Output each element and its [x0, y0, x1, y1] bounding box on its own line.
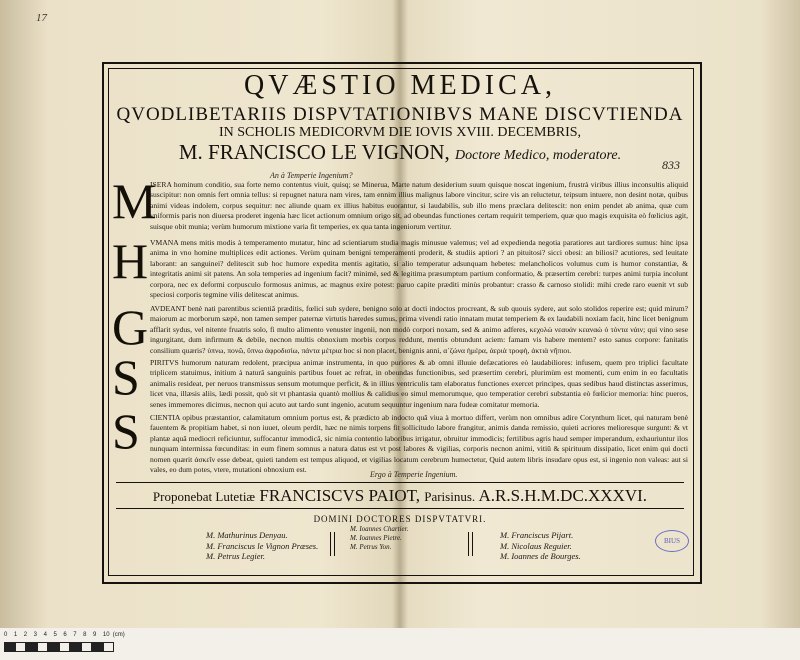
- column-separator: [330, 532, 335, 556]
- paragraph-misera: ISERA hominum conditio, sua forte nemo contentus viuit, quisq; se Minerua, Marte natum desiderium suum quisque noscat ingenium, frustrà viribus illius inconsultis aliquid suscipitur: non omnis fert omnia tellus: si repugnet natura nam vires, tam ennim illius malignus labore vincitur, scire vis an reluctetur, teipsum intuere, non desint notæ, quibus animi videas indolem, corpus sequitur: nec aliunde quam ex illius habitus euorantur, si laudabilis, sub illo mens præclara delitescit: non enim pendet ab anima, quæ cum vniformis paris non diuersa proderet ingenia hæc licet actionum omnium origo sit, ad obeundas functiones certam requirit temperiem, quæ quo magis exquisita eò fœlicius agit, suisque obit munia; verùm humorum mixtione varia fit temperies, ex qua tanta ingeniorum vertitur.: [150, 180, 688, 231]
- document-title: QVÆSTIO MEDICA,: [244, 70, 556, 101]
- scale-bar: [4, 642, 114, 652]
- doctor-name: M. Petrus Legier.: [206, 551, 266, 561]
- doctor-name: M. Franciscus Pijart.: [500, 530, 574, 540]
- column-separator: [468, 532, 473, 556]
- paragraph-humana: VMANA mens mitis modis à temperamento mutatur, hinc ad scientiarum studia magis minusue valemus; vel ad expedienda negotia paratiores aut tardiores sumus: hinc ipsa anima in vno homine multiplices edit actiones. Verùm quinam benigni temperamenti proderit, & studiis aptiori ? an pituitosi? sicci obesi: an biliosi? acutiores, sed leuitate laborant: an sanguinei? delitescit sub hoc humore expedita mentis agitatio, si alio temperatur adsunquam hebetes: melancholicos volumus cum is humor constantiæ, & integritatis animi sit patens. An sola temperies ad ingenium facit? minimè, sed & legitima præsumptum partium conformatio, & præsertim cerebri: turpes animi turpia incolunt corpora, nec ex deformi corpusculo formosus animus, ac magnus exire potest: paruo capite præditi minùs probantur: crasso & carnoso stolidi: mihi crede raro euenit vt sub speciosi corporis tegmine vilis delitescat animus.: [150, 238, 688, 300]
- proponebat-name: FRANCISCVS PAIOT,: [259, 486, 420, 505]
- scale-labels: 0 1 2 3 4 5 6 7 8 9 10 (cm): [4, 632, 125, 638]
- proponebat-date: A.R.S.H.M.DC.XXXVI.: [478, 486, 648, 505]
- moderator-line: [108, 140, 692, 165]
- proponebat-place: Parisinus.: [424, 489, 476, 504]
- library-stamp: BIUS: [655, 530, 689, 552]
- paragraph-spiritus: PIRITVS humorum naturam redolent, præcipua animæ instrumenta, in quo puriores & ab omni illuuie defæcatiores eò laudabiliores: infusem, quem pro triplici facultate triplicem statuimus, initium à naturâ sanguinis partibus fouet ac refrat, in obeundas functionibus, sed præsertim cerebri, plurimùm est momenti, cum enim in eo facultatis animalis resideat, per neruos transmissus sensum motumque perficit, & in illius ventriculis tam elaboratus functiones exercet principes, quas sedibus haud distinctas asserimus, licet vna, illæsis aliis, lædi possit, quò sit vt phantasia quantò mollius & calidius eo simul memorumque, quo temperatior cerebri substantia eò fœlicior memoria: hinc pueros, senes immemores dicimus, necnon qui acuto aut tardo sunt ingenio, acutum sequuntur ingenium nara fudeæ comitatur memoria.: [150, 358, 688, 409]
- doctor-name: M. Nicolaus Reguier.: [500, 540, 572, 551]
- doctor-name: M. Ioannes Pietre.: [350, 534, 402, 542]
- drop-cap-s1: S: [112, 349, 140, 405]
- doctor-name: M. Ioannes Chartier.: [350, 525, 409, 533]
- subtitle-line-1: QVODLIBETARIIS DISPVTATIONIBVS MANE DISCVTIENDA: [116, 104, 684, 125]
- conclusion-note: Ergo à Temperie Ingenium.: [370, 470, 458, 479]
- moderator-name: M. FRANCISCO LE VIGNON,: [178, 140, 450, 164]
- doctors-left-column: [206, 530, 318, 562]
- drop-cap-h: H: [112, 233, 149, 289]
- question-note: An à Temperie Ingenium?: [270, 171, 353, 180]
- doctor-name: M. Franciscus le Vignon Præses.: [206, 540, 319, 551]
- scale-unit: (cm): [112, 632, 125, 638]
- moderator-title: Doctore Medico, moderatore.: [455, 148, 622, 163]
- handwritten-number: 833: [662, 158, 680, 172]
- divider-rule: [116, 482, 684, 483]
- proponebat-line: [116, 486, 684, 506]
- page-number: 17: [36, 12, 47, 24]
- doctor-name: M. Ioannes de Bourges.: [500, 551, 581, 561]
- drop-cap-s2: S: [112, 403, 140, 459]
- subtitle-line-2: IN SCHOLIS MEDICORVM DIE IOVIS XVIII. DECEMBRIS,: [218, 125, 582, 140]
- doctors-right-column: [500, 530, 581, 562]
- doctor-name: M. Mathurinus Denyau.: [206, 530, 288, 540]
- doctor-name: M. Petrus Yon.: [350, 543, 392, 551]
- doctors-middle-column: [350, 525, 408, 552]
- divider-rule: [116, 508, 684, 509]
- proponebat-prefix: Proponebat Lutetiæ: [152, 489, 256, 504]
- doctors-heading: DOMINI DOCTORES DISPVTATVRI.: [313, 514, 487, 524]
- drop-cap-m: M: [112, 173, 157, 229]
- paragraph-gaudeant: AVDEANT benè nati parentibus scientiâ præditis, fœlici sub sydere, benigno solo at docti indoctos procreant, & sub quouis sydere, aut solo stolidos reperire est; quid mirum? maiorum ac morborum sæpè, non tamen semper paternæ virtutis hæredes sumus, prima vivendi ratio innatam mutat temperiem & ex laudabili noxiam facit, hinc licet benignum afflarit sydus, vel nitente fruatris solo, fi multo alimento venuster ingenii, non modò corpori noxam, sed & animo adferes, κεχολώ νεαυάν κεαναώ ὁ τόντα νάιν; qui vino sese ingurgitant, dum infirmum & debile, necnon multis obnoxium morbis corpus reddunt, mentis obtundunt aciem: famam vis habere mentem? esto sanus corpore: fanitatis consilium quæris? ὑπνω, πονῶ, ὕπνω ἀφροδισίω, πάντα μέτρια hoc si non placet, benignis anni, α᾽ζώνα ἡμέρα, ἀεριὰ τροφὴ, ἀκτιὰ νῆπιοι.: [150, 304, 688, 355]
- paragraph-scientia: CIENTIA opibus præstantior, calamitatum omnium portus est, & prædicto ab indocto quã viua à mortuo differt, verùm non omnibus adire Corynthum licet, qui naturam benè fauentem & propitiam habet, si non iuuet, oleum perdit, hæc ne nimis torpens fit sollicitudo labore frangitur, animis danda remissio, quieti acriores melioresque surgunt: & vt plantæ aquâ mediocri reficiuntur, suffocantur immodicâ, sic nimia contentio laboribus irrigatur, obruitur immodicis; fertilibus agris haud semper imperandum, exhauriuntur ilos nunquam intermissa fœcunditas: in eum finem somnus a natura datus est vt post labores & vigilias, corporis necnon animi, vitiû & spirituum dissipatio, licet enim qui docti nomen quærit ἀσκεῖν esse debeat, quieti tandem est tempus aliquod, et vigilias locatum cerebrum humectetur, Quid autem libris insudare opus est, si ingenio non valeas: aut si vales, eo dum potes, vtere, mutationi obnoxium est.: [150, 413, 688, 475]
- drop-cap-g: G: [112, 299, 149, 355]
